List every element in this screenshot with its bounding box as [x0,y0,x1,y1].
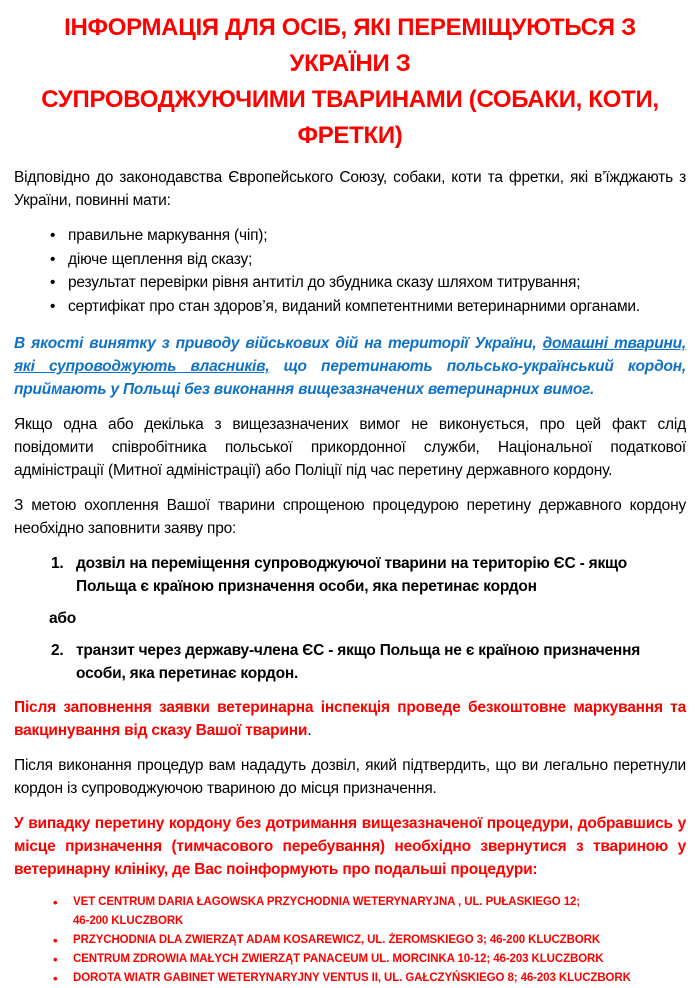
item-text: транзит через державу-члена ЄС - якщо Польща не є країною призначення особи, яка перетинає кордон. [76,642,641,682]
clinics-list [14,893,686,988]
clinic-line: CENTRUM ZDROWIA MAŁYCH ZWIERZĄT PANACEUM UL. MORCINKA 10-12; 46-203 KLUCZBORK [73,953,604,965]
or-label: або [49,610,77,627]
clinic-line: DOROTA WIATR GABINET WETERYNARYJNY VENTUS II, UL. GAŁCZYŃSKIEGO 8; 46-203 KLUCZBORK [73,972,631,984]
permit-paragraph: Після виконання процедур вам нададуть дозвіл, який підтвердить, що ви легально перетнули кордон із супроводжуючою твариною до місця призначення. [14,757,686,797]
clinic-line: PRZYCHODNIA DLA ZWIERZĄT ADAM KOSAREWICZ, UL. ŻEROMSKIEGO 3; 46-200 KLUCZBORK [73,934,601,946]
title-line: СУПРОВОДЖУЮЧИМИ ТВАРИНАМИ (СОБАКИ, КОТИ, [41,86,659,113]
clinic-line: 46-200 KLUCZBORK [73,915,184,927]
free-services-paragraph [14,696,686,742]
exception-text-end: що перетинають польсько-український кордон, приймають у Польщі без виконання вищезазначених ветеринарних вимог. [14,358,686,398]
free-services-text: Після заповнення заявки ветеринарна інспекція проведе безкоштовне маркування та вакцинування від сказу Вашої тварини [14,699,686,739]
title-line: ІНФОРМАЦІЯ ДЛЯ ОСІБ, ЯКІ ПЕРЕМІЩУЮТЬСЯ З УКРАЇНИ З [64,14,636,77]
sentence-period: . [307,722,312,739]
list-item: • сертифікат про стан здоров’я, виданий компетентними ветеринарними органами. [49,295,686,319]
exception-text-start: В якості винятку з приводу військових дій на території України, [14,335,543,352]
clinic-line: VET CENTRUM DARIA ŁAGOWSKA PRZYCHODNIA WETERYNARYJNA , UL. PUŁASKIEGO 12; [73,896,581,908]
intro-paragraph: Відповідно до законодавства Європейського Союзу, собаки, коти та фретки, які в’їжджають з України, повинні мати: [14,169,686,209]
warning-paragraph: У випадку перетину кордону без дотримання вищезазначеної процедури, добравшись у місце призначення (тимчасового перебування) необхідно звернутися з твариною у ветеринарну клініку, де Вас поінформують про подальші процедури: [14,815,686,878]
requirements-list [14,224,686,318]
exception-paragraph [14,332,686,401]
clinic-item [51,969,686,988]
clinic-item [51,950,686,969]
list-item: • результат перевірки рівня антитіл до збудника сказу шляхом титрування; [49,271,686,295]
list-item: • правильне маркування (чіп); [49,224,686,248]
numbered-item-1 [51,552,686,598]
procedure-intro-paragraph: З метою охоплення Вашої тварини спрощеною процедурою перетину державного кордону необхідно заповнити заяву про: [14,497,686,537]
numbered-item-2 [51,639,686,685]
clinic-item [51,931,686,950]
exception-underlined-text: домашні тварини, які супроводжують власників, [14,335,686,375]
page-title [18,10,682,154]
clinic-item [51,893,686,931]
list-item: • діюче щеплення від сказу; [49,248,686,272]
violation-paragraph: Якщо одна або декілька з вищезазначених вимог не виконується, про цей факт слід повідомити співробітника польської прикордонної служби, Національної податкової адміністрації (Митної адміністрації) або Поліції під час перетину державного кордону. [14,416,686,479]
item-number: 1. [51,555,64,572]
document-page [14,10,686,988]
title-line: ФРЕТКИ) [297,122,403,149]
item-text: дозвіл на переміщення супроводжуючої тварини на територію ЄС - якщо Польща є країною призначення особи, яка перетинає кордон [76,555,627,595]
item-number: 2. [51,642,64,659]
